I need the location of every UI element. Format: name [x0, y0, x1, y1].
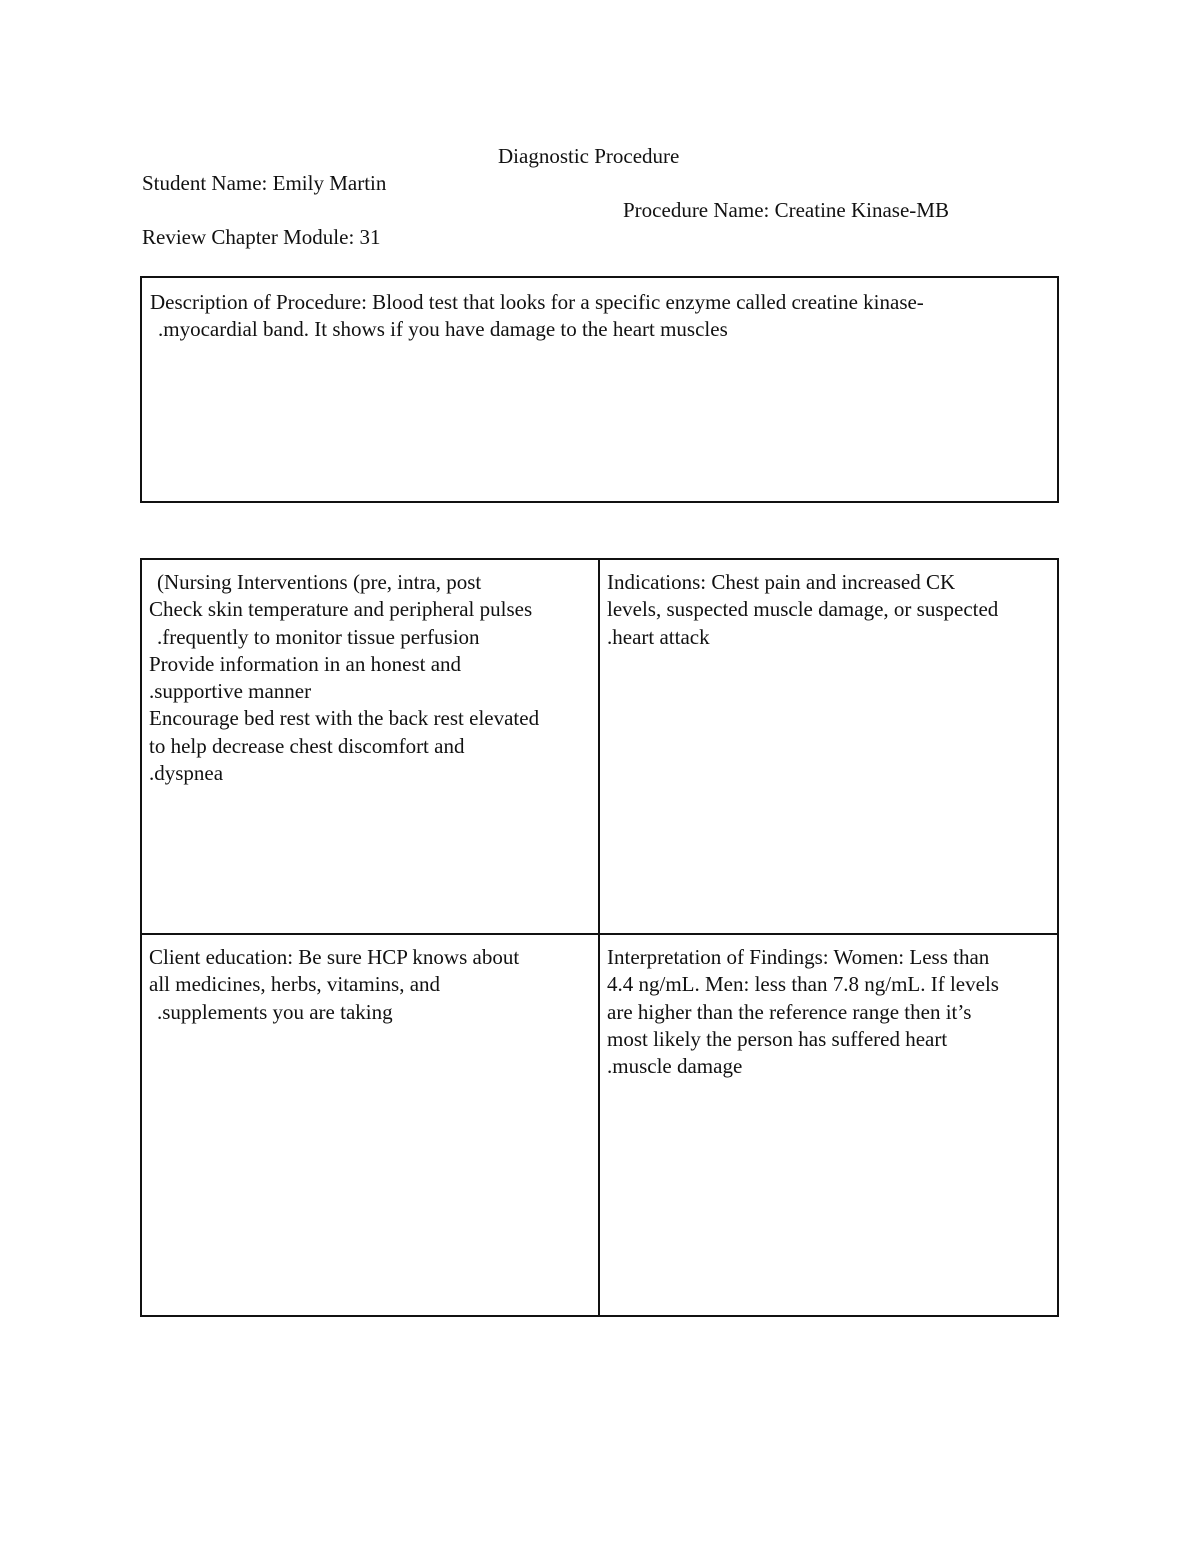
- student-name-field: Student Name: Emily Martin: [142, 171, 387, 195]
- nursing-interventions-cell: [142, 560, 598, 933]
- education-line: .supplements you are taking: [157, 999, 393, 1024]
- interpretation-line: Interpretation of Findings: Women: Less than: [607, 945, 990, 969]
- description-line: Description of Procedure: Blood test that looks for a specific enzyme called creatine kinase-: [150, 290, 924, 314]
- nursing-line: .supportive manner: [149, 679, 312, 704]
- indications-line: Indications: Chest pain and increased CK: [607, 570, 956, 594]
- description-line: .myocardial band. It shows if you have damage to the heart muscles: [158, 317, 728, 342]
- education-line: all medicines, herbs, vitamins, and: [149, 972, 441, 997]
- nursing-line: .dyspnea: [149, 761, 224, 786]
- interpretation-of-findings-cell: [600, 935, 1057, 1315]
- interpretation-line: are higher than the reference range then it’s: [607, 999, 972, 1024]
- indications-cell: [600, 560, 1057, 933]
- nursing-line: .frequently to monitor tissue perfusion: [157, 624, 480, 649]
- procedure-details-grid: [140, 558, 1059, 1317]
- nursing-line: Check skin temperature and peripheral pulses: [149, 597, 533, 622]
- nursing-line: Provide information in an honest and: [149, 651, 462, 676]
- client-education-cell: [142, 935, 598, 1315]
- interpretation-line: .muscle damage: [607, 1054, 743, 1079]
- nursing-line: Encourage bed rest with the back rest elevated: [149, 706, 540, 731]
- nursing-line: (Nursing Interventions (pre, intra, post: [157, 570, 482, 594]
- interpretation-line: 4.4 ng/mL. Men: less than 7.8 ng/mL. If levels: [607, 972, 999, 997]
- education-line: Client education: Be sure HCP knows about: [149, 945, 520, 969]
- procedure-name-field: Procedure Name: Creatine Kinase-MB: [623, 198, 949, 222]
- review-chapter-module-field: Review Chapter Module: 31: [142, 225, 381, 249]
- document-title: Diagnostic Procedure: [498, 144, 680, 168]
- indications-line: levels, suspected muscle damage, or suspected: [607, 597, 999, 622]
- interpretation-line: most likely the person has suffered heart: [607, 1026, 948, 1051]
- nursing-line: to help decrease chest discomfort and: [149, 733, 465, 758]
- indications-line: .heart attack: [607, 624, 710, 649]
- description-of-procedure-box: [140, 276, 1059, 503]
